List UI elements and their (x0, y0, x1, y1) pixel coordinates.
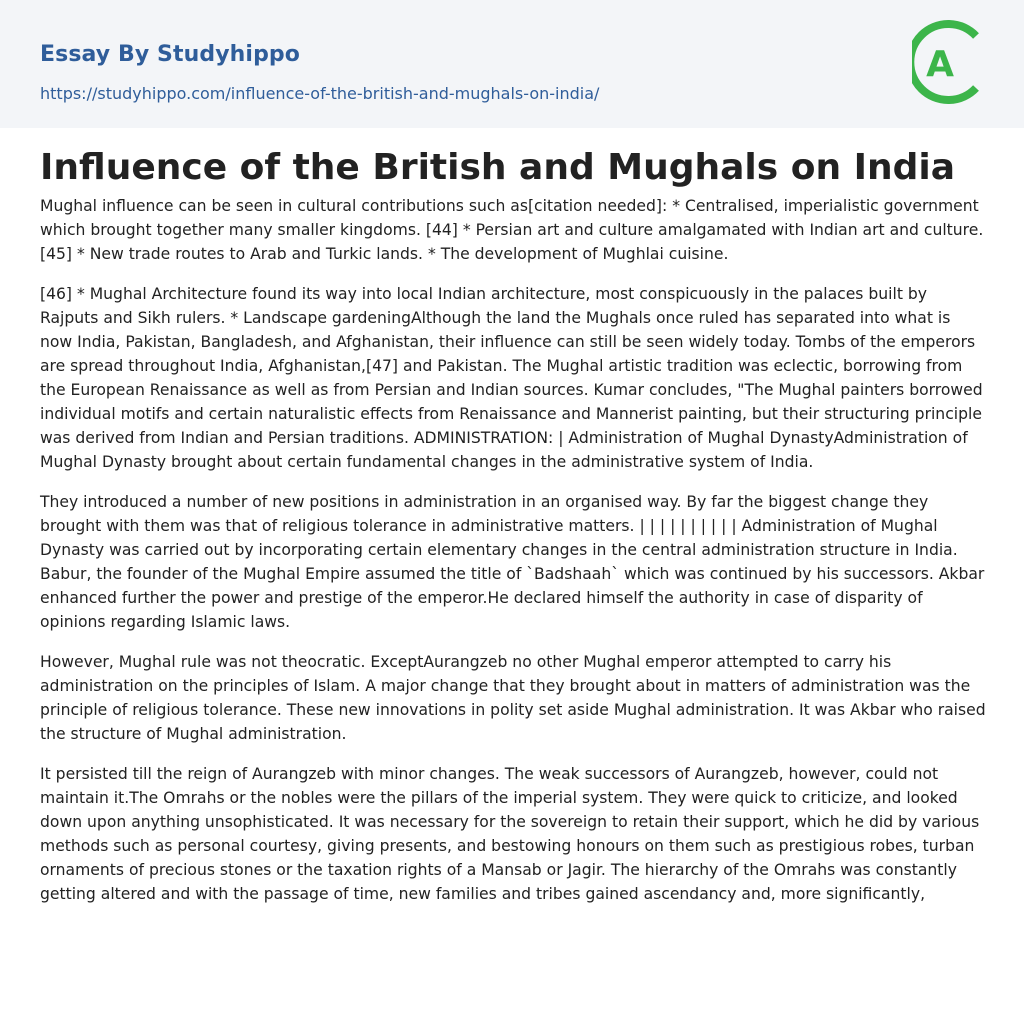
source-url-link[interactable]: https://studyhippo.com/influence-of-the-british-and-mughals-on-india/ (40, 84, 600, 103)
page-title: Influence of the British and Mughals on India (40, 147, 956, 188)
paragraph: Mughal influence can be seen in cultural contributions such as[citation needed]: * Centralised, imperialistic government which brought together many smaller kingdoms. [44] * Persian art and culture amalgamated with Indian art and culture. [45] * New trade routes to Arab and Turkic lands. * The development of Mughlai cuisine. (40, 197, 984, 263)
paragraph: It persisted till the reign of Aurangzeb with minor changes. The weak successors of Aurangzeb, however, could not maintain it.The Omrahs or the nobles were the pillars of the imperial system. They were quick to criticize, and looked down upon anything unsophisticated. It was necessary for the sovereign to retain their support, which he did by various methods such as personal courtesy, giving presents, and bestowing honours on them such as prestigious robes, turban ornaments of precious stones or the taxation rights of a Mansab or Jagir. The hierarchy of the Omrahs was constantly getting altered and with the passage of time, new families and tribes gained ascendancy and, more significantly, (40, 765, 980, 903)
site-header (0, 0, 1024, 128)
brand-title[interactable]: Essay By Studyhippo (40, 42, 300, 67)
article-body (40, 194, 986, 922)
paragraph: [46] * Mughal Architecture found its way into local Indian architecture, most conspicuously in the palaces built by Rajputs and Sikh rulers. * Landscape gardeningAlthough the land the Mughals once ruled has separated into what is now India, Pakistan, Bangladesh, and Afghanistan, their influence can still be seen widely today. Tombs of the emperors are spread throughout India, Afghanistan,[47] and Pakistan. The Mughal artistic tradition was eclectic, borrowing from the European Renaissance as well as from Persian and Indian sources. Kumar concludes, "The Mughal painters borrowed individual motifs and certain naturalistic effects from Renaissance and Mannerist painting, but their structuring principle was derived from Indian and Persian traditions. ADMINISTRATION: | Administration of Mughal DynastyAdministration of Mughal Dynasty brought about certain fundamental changes in the administrative system of India. (40, 285, 983, 471)
logo-letter: A (926, 44, 954, 85)
paragraph: They introduced a number of new positions in administration in an organised way. By far the biggest change they brought with them was that of religious tolerance in administrative matters. | | | | | | | | | | Administration of Mughal Dynasty was carried out by incorporating certain elementary changes in the central administration structure in India. Babur, the founder of the Mughal Empire assumed the title of `Badshaah` which was continued by his successors. Akbar enhanced further the power and prestige of the emperor.He declared himself the authority in case of disparity of opinions regarding Islamic laws. (40, 493, 985, 631)
paragraph: However, Mughal rule was not theocratic. ExceptAurangzeb no other Mughal emperor attempted to carry his administration on the principles of Islam. A major change that they brought about in matters of administration was the principle of religious tolerance. These new innovations in polity set aside Mughal administration. It was Akbar who raised the structure of Mughal administration. (40, 653, 986, 743)
studyhippo-logo-icon[interactable] (912, 20, 986, 104)
